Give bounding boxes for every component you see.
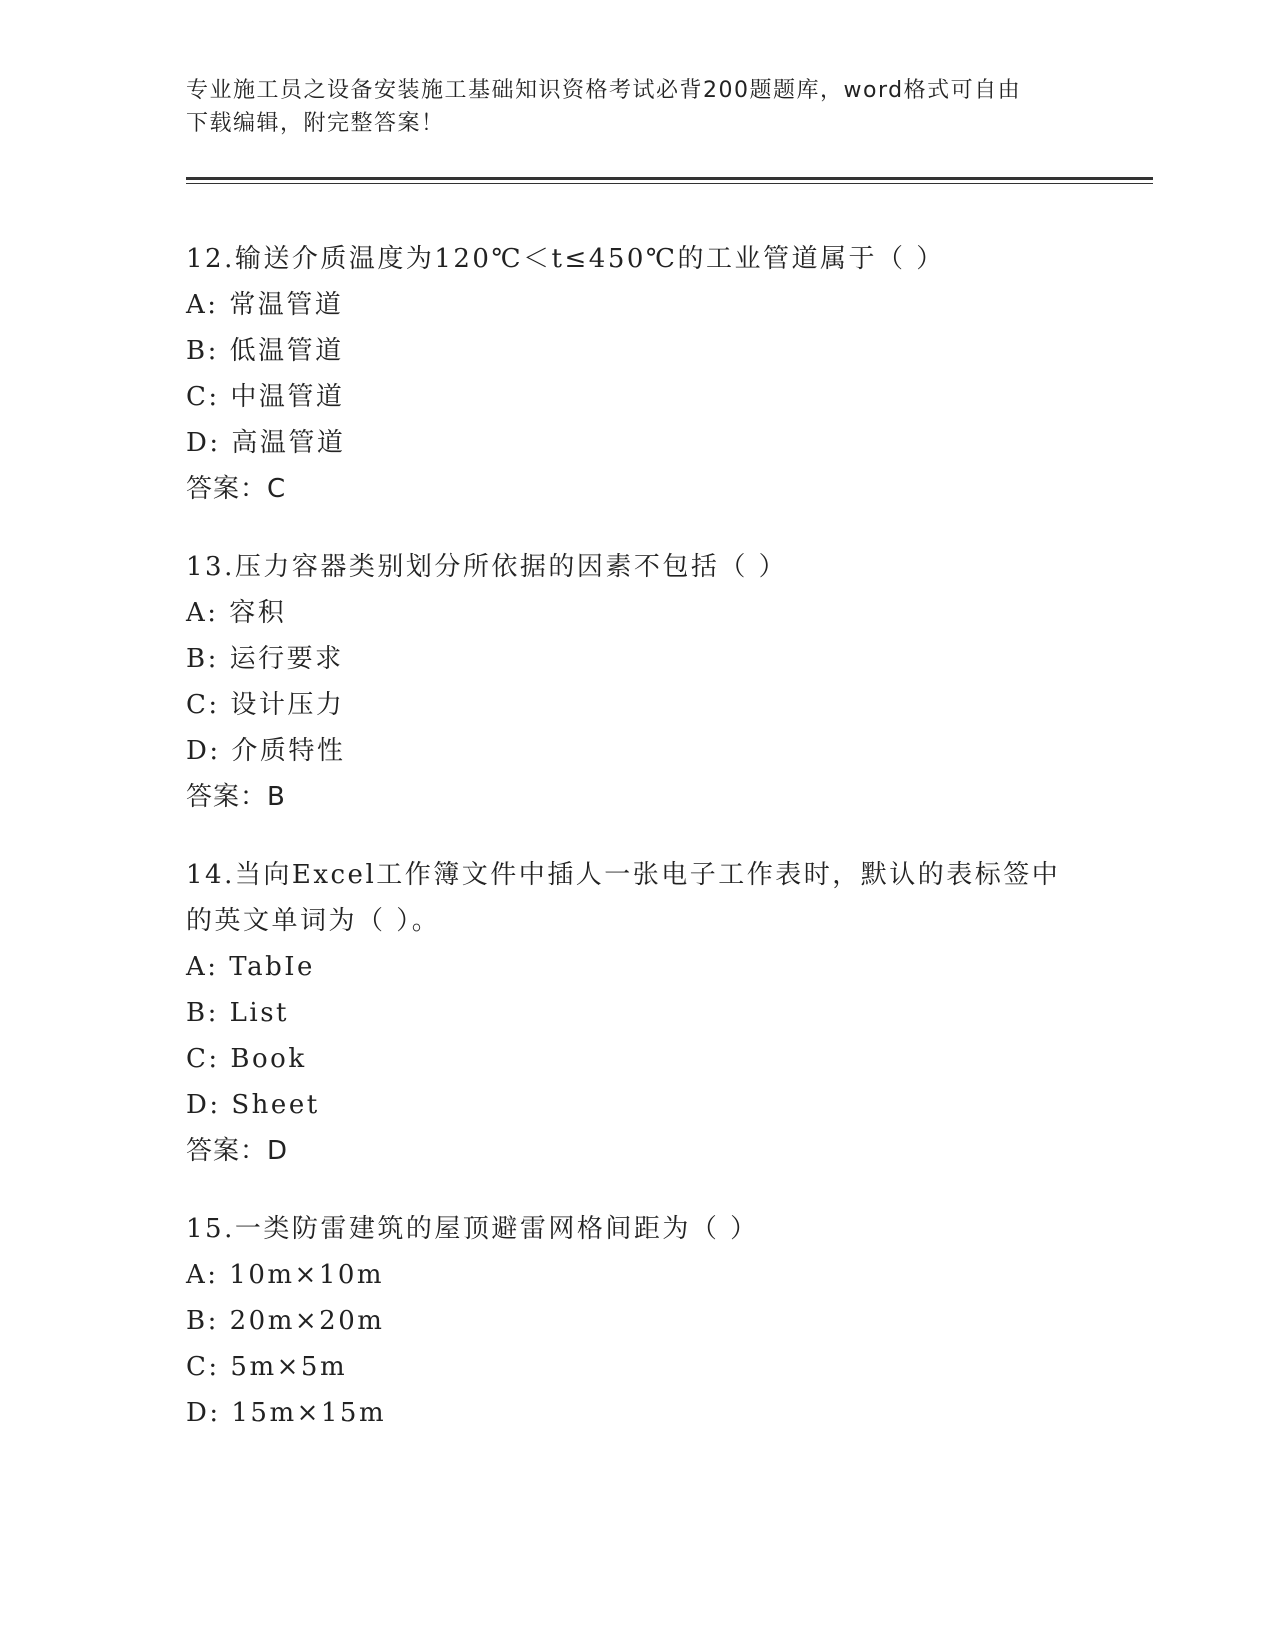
question-stem: 14.当向Excel工作簿文件中插人一张电子工作表时，默认的表标签中的英文单词为（ ）。 bbox=[186, 860, 1061, 936]
option-b: B: 20m×20m bbox=[186, 1306, 385, 1336]
option-c: C: 中温管道 bbox=[186, 382, 345, 412]
question-stem: 12.输送介质温度为120℃＜t≤450℃的工业管道属于（ ） bbox=[186, 244, 945, 274]
option-d: D: 介质特性 bbox=[186, 736, 346, 766]
answer-line: 答案：D bbox=[186, 1136, 289, 1166]
question-14 bbox=[186, 852, 1086, 1174]
header-divider-thick bbox=[186, 177, 1153, 180]
option-b: B: List bbox=[186, 998, 290, 1028]
option-c: C: 设计压力 bbox=[186, 690, 345, 720]
question-stem: 13.压力容器类别划分所依据的因素不包括（ ） bbox=[186, 552, 788, 582]
header-line-2: 下载编辑，附完整答案！ bbox=[186, 111, 445, 136]
question-15 bbox=[186, 1206, 1086, 1436]
option-a: A: 常温管道 bbox=[186, 290, 344, 320]
answer-line: 答案：C bbox=[186, 474, 287, 504]
option-b: B: 运行要求 bbox=[186, 644, 344, 674]
option-a: A: TabIe bbox=[186, 952, 315, 982]
option-c: C: 5m×5m bbox=[186, 1352, 348, 1382]
header-line-1: 专业施工员之设备安装施工基础知识资格考试必背200题题库，word格式可自由 bbox=[186, 78, 1022, 103]
header-divider-thin bbox=[186, 183, 1153, 184]
option-d: D: 15m×15m bbox=[186, 1398, 387, 1428]
option-a: A: 容积 bbox=[186, 598, 287, 628]
option-c: C: Book bbox=[186, 1044, 307, 1074]
question-12 bbox=[186, 236, 1086, 512]
option-a: A: 10m×10m bbox=[186, 1260, 385, 1290]
option-d: D: 高温管道 bbox=[186, 428, 346, 458]
option-d: D: Sheet bbox=[186, 1090, 320, 1120]
question-13 bbox=[186, 544, 1086, 820]
option-b: B: 低温管道 bbox=[186, 336, 344, 366]
question-list bbox=[186, 236, 1086, 1468]
document-header bbox=[186, 74, 1066, 140]
question-stem: 15.一类防雷建筑的屋顶避雷网格间距为（ ） bbox=[186, 1214, 759, 1244]
answer-line: 答案：B bbox=[186, 782, 286, 812]
